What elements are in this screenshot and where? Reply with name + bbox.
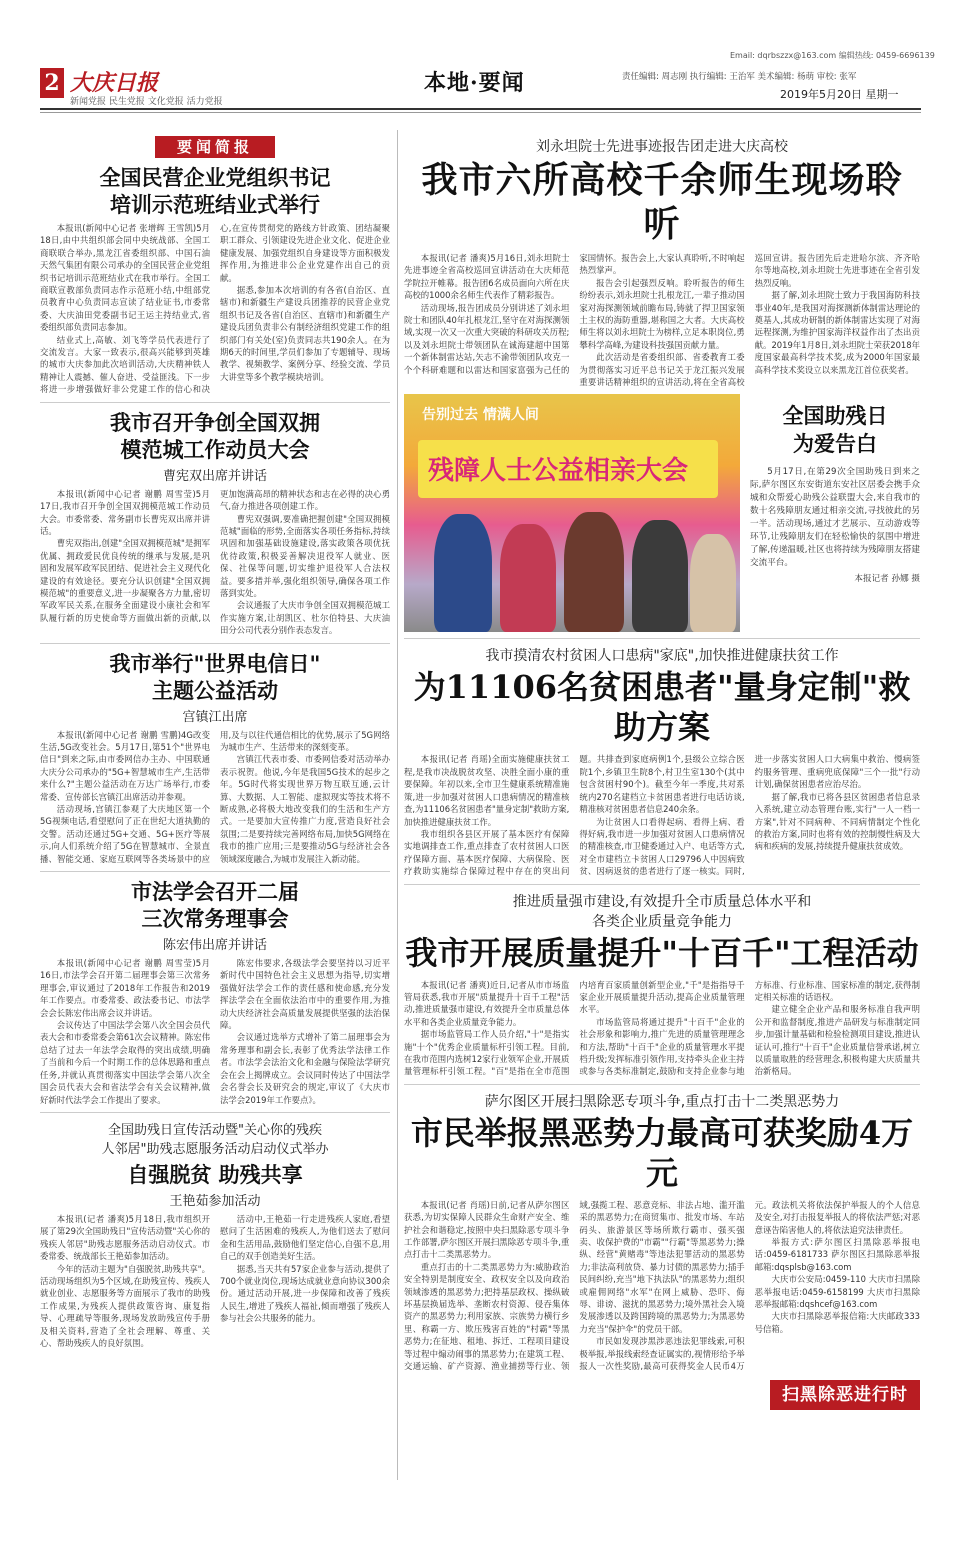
- story-body: 本报讯(记者 肖瑶)全面实施健康扶贫工程,是我市决战脱贫攻坚、决胜全面小康的重要保障。年初以来,全市卫生健康系统精准施策,进一步加强对贫困人口患病情况的精准核查,为11106名贫困患者"量身定制"救助方案,加快推进健康扶贫工作。 我市组织各县区开展了基本医疗有保障实地调排查工作,重点排查了农村贫困人口医疗保障方面、基本医疗保障、大病保险、医疗救助实施综合保障过程中存在的突出问题。共排查到家庭病例1个,县级公立综合医院1个,乡镇卫生院8个,村卫生室130个(其中包含贫困村90个)。截至今年一季度,共对系统内270名建档立卡贫困患者进行电话访谈,精准核对贫困患者信息240余条。 为让贫困人口看得起病、看得上病、看得好病,我市进一步加强对贫困人口患病情况的精准核查,市卫健委通过入户、电话等方式,对全市建档立卡贫困人口29796人中因病致贫、因病返贫的患者进行了逐一核实。同时,进一步落实贫困人口大病集中救治、慢病签约服务管理、重病兜底保障"三个一批"行动计划,确保贫困患者应治尽治。 据了解,我市已将各县区贫困患者信息录入系统,建立动态管理台账,实行"一人一档一方案",针对不同病种、不同病情制定个性化的救治方案,同时也将有效的控制慢性病及大病和疾病的发展,持续提升健康扶贫成效。: [404, 754, 920, 877]
- slogan: 新闻党报 民生党报 文化党报 活力党报: [70, 97, 223, 107]
- story-body: 本报讯(新闻中心记者 谢鹏 周雪莹)5月17日,我市召开争创全国双拥模范城工作动员大会。市委常委、常务副市长曹宪双出席并讲话。 曹宪双指出,创建"全国双拥模范城"是拥军优属、拥政爱民优良传统的继承与发展,是巩固和发展军政军民团结、促进社会主义现代化建设的有效途径。要充分认识创建"全国双拥模范城"的重要意义,进一步凝聚各方力量,密切军政军民关系,在服务全面建设小康社会和军队履行新的历史使命等方面做出新的贡献,以更加饱满高昂的精神状态和志在必得的决心勇气,奋力推进各项创建工作。 曹宪双强调,要准确把握创建"全国双拥模范城"面临的形势,全面落实各项任务指标,持续巩固和加强基础设施建设,落实政策各项优抚优待政策,积极妥善解决退役军人就业、医保、社保等问题,切实维护退役军人合法权益。要多措并举,强化组织领导,确保各项工作落到实处。 会议通报了大庆市争创全国双拥模范城工作实施方案,让胡凯区、杜尔伯特县、大庆油田分公司代表分别作表态发言。: [40, 488, 390, 636]
- story-quality-improvement: [404, 891, 920, 1078]
- masthead-rule: [40, 108, 921, 110]
- column-rule: [397, 130, 398, 1480]
- photo-credit: 本报记者 孙娜 摄: [854, 574, 920, 585]
- newspaper-logo: 大庆日报: [70, 70, 159, 96]
- story-disability-day: [40, 1119, 390, 1349]
- story-headline: 我市开展质量提升"十百千"工程活动: [405, 933, 919, 972]
- issue-date: 2019年5月20日: [780, 88, 862, 101]
- divider: [404, 884, 920, 885]
- editors-line: 责任编辑: 周志刚 执行编辑: 王治军 美术编辑: 杨萌 审校: 张军: [622, 72, 857, 82]
- photo-caption: [750, 394, 920, 632]
- photo-feature: [404, 394, 920, 632]
- caption-title: 全国助残日 为爱告白: [782, 403, 888, 457]
- story-body: 本报讯(记者 肖瑶)日前,记者从萨尔图区获悉,为切实保障人民群众生命财产安全、维护社会和谐稳定,按照中央扫黑除恶专项斗争工作部署,萨尔图区开展扫黑除恶专项斗争,重点打击十二类黑恶势力。 重点打击的十二类黑恶势力为:威胁政治安全特别是制度安全、政权安全以及向政治领域渗透的黑恶势力;把持基层政权、操纵破坏基层换届选举、垄断农村资源、侵吞集体资产的黑恶势力;利用家族、宗族势力横行乡里、称霸一方、欺压残害百姓的"村霸"等黑恶势力;在征地、租地、拆迁、工程项目建设等过程中煽动闹事的黑恶势力;在建筑工程、交通运输、矿产资源、渔业捕捞等行业、领域,强揽工程、恶意竞标、非法占地、滥开滥采的黑恶势力;在商贸集市、批发市场、车站码头、旅游景区等场所欺行霸市、强买强卖、收保护费的"市霸""行霸"等黑恶势力;操纵、经营"黄赌毒"等违法犯罪活动的黑恶势力;非法高利放贷、暴力讨债的黑恶势力;插手民间纠纷,充当"地下执法队"的黑恶势力;组织或雇佣网络"水军"在网上威胁、恐吓、侮辱、诽谤、滋扰的黑恶势力;境外黑社会入境发展渗透以及跨国跨境的黑恶势力;为黑恶势力充当"保护伞"的党员干部。 市民如发现涉黑涉恶违法犯罪线索,可积极举报,举报线索经查证属实的,视情形给予举报人一次性奖励,最高可获得奖金人民币4万元。政法机关将依法保护举报人的个人信息及安全,对打击报复举报人的将依法严惩;对恶意诬告陷害他人的,将依法追究法律责任。 举报方式:萨尔图区扫黑除恶举报电话:0459-6181733 萨尔图区扫黑除恶举报邮箱:dqsplsb@163.com 大庆市公安局:0459-110 大庆市扫黑除恶举报电话:0459-6158199 大庆市扫黑除恶举报邮箱:dqshcef@163.com 大庆市扫黑除恶举报信箱:大庆邮政333号信箱。: [404, 1199, 920, 1372]
- story-headline: 为11106名贫困患者"量身定制"救助方案: [413, 668, 911, 747]
- story-kicker: 推进质量强市建设,有效提升全市质量总体水平和 各类企业质量竞争能力: [512, 893, 812, 930]
- contact-line: [730, 50, 935, 61]
- story-body: 本报讯(新闻中心记者 谢鹏 周雪莹)5月16日,市法学会召开第二届理事会第三次常务理事会,审议通过了2018年工作报告和2019年工作要点。市委常委、政法委书记、市法学会会长陈宏伟出席会议并讲话。 会议传达了中国法学会第八次全国会员代表大会和市委常委会第61次会议精神。陈宏伟总结了过去一年法学会取得的突出成绩,明确了当前和今后一个时期工作的总体思路和重点任务,并就认真贯彻落实中国法学会第八次全国会员代表大会和省法学会有关会议精神,做好新时代法学会工作提出了要求。 陈宏伟要求,各级法学会要坚持以习近平新时代中国特色社会主义思想为指导,切实增强做好法学会工作的责任感和使命感,充分发挥法学会在全面依法治市中的重要作用,为推动大庆经济社会高质量发展提供坚强的法治保障。 会议通过选举方式增补了第二届理事会为常务理事和副会长,表彰了优秀法学法律工作者。市法学会法治文化和金融与保险法学研究会在会上揭牌成立。会议同时传达了中国法学会名誉会长及研究会的规定,审议了《大庆市法学会2019年工作要点》。: [40, 958, 390, 1105]
- person-figure: [564, 512, 624, 632]
- masthead-rule-thin: [40, 112, 921, 113]
- person-figure: [690, 534, 736, 632]
- weekday: 星期一: [865, 88, 899, 101]
- caption-text: 5月17日,在第29次全国助残日到来之际,萨尔图区东安街道东安社区居委会携手众城和众帮爱心助残公益联盟大会,来自我市的数十名残障朋友通过相亲交流,寻找彼此的另一半。活动现场,通过才艺展示、互动游戏等环节,让残障朋友们在轻松愉快的氛围中增进了解,传递温暖,社区也将持续为残障朋友搭建交流平台。: [750, 467, 920, 569]
- story-subhead: 陈宏伟出席并讲话: [162, 938, 267, 954]
- right-column: [404, 130, 920, 1410]
- left-column: [40, 130, 390, 1355]
- story-telecom-day: [40, 650, 390, 865]
- story-kicker: 我市摸清农村贫困人口患病"家底",加快推进健康扶贫工作: [485, 648, 839, 665]
- divider: [404, 638, 920, 639]
- divider: [404, 1084, 920, 1085]
- story-double-support-city: [40, 409, 390, 637]
- divider: [40, 1112, 390, 1113]
- news-photo: [404, 394, 740, 632]
- date-line: [780, 86, 899, 102]
- story-subhead: 宫镇江出席: [182, 709, 248, 725]
- story-anti-gang: [404, 1091, 920, 1411]
- story-headline: 我市六所高校千余师生现场聆听: [421, 159, 903, 245]
- page-number: 2: [40, 68, 64, 98]
- story-body: 本报讯(记者 潘爽)5月18日,我市组织开展了第29次全国助残日"宣传活动暨"关心你的残疾人邻居"助残志愿服务活动启动仪式。市委常委、统战部长王艳茹参加活动。 今年的活动主题为"自强脱贫,助残共享"。活动现场组织为5个区域,在助残宣传、残疾人就业创业、志愿服务等方面展示了我市的助残工作成果,为残疾人提供政策咨询、康复指导、心理疏导等服务,现场发放助残宣传手册及相关资料,营造了全社会理解、尊重、关心、帮助残疾人的良好氛围。 活动中,王艳茹一行走进残疾人家庭,看望慰问了生活困难的残疾人,为他们送去了慰问金和生活用品,鼓励他们坚定信心,自强不息,用自己的双手创造美好生活。 据悉,当天共有57家企业参与活动,提供了700个就业岗位,现场达成就业意向协议300余份。通过活动开展,进一步保障和改善了残疾人民生,增进了残疾人福祉,倾而增强了残疾人参与社会公共服务的能力。: [40, 1213, 390, 1348]
- lead-story-academician-report: [404, 136, 920, 388]
- divider: [40, 402, 390, 403]
- story-headline: 我市举行"世界电信日" 主题公益活动: [109, 650, 321, 703]
- divider: [40, 643, 390, 644]
- hotline: 编辑热线: 0459-6696139: [838, 51, 935, 60]
- email: Email: dqrbszzx@163.com: [730, 51, 837, 60]
- anti-gang-stamp: 扫黑除恶进行时: [770, 1380, 920, 1410]
- story-body: 本报讯(记者 潘爽)5月16日,刘永坦院士先进事迹全省高校巡回宣讲活动在大庆师范学院拉开帷幕。报告团6名成员面向六所在庆高校的1000余名师生代表作了精彩报告。 活动现场,报告团成员分别讲述了刘永坦院士和团队40年扎根龙江,坚守在对海探测领域,实现一次又一次重大突破的科研攻关历程;以及刘永坦院士带领团队在诚海建超中国第一个新体制雷达站,矢志不渝带领团队攻克一个个科研难题和以雷达和国家富强为己任的家国情怀。报告会上,大家认真聆听,不时响起热烈掌声。 报告会引起强烈反响。聆听报告的师生纷纷表示,刘永坦院士扎根龙江,一辈子推动国家对海探测领域前瞻布局,铸就了捍卫国家领土主权的海防重器,堪称国之大者。大庆高校师生将以刘永坦院士为榜样,立足本职岗位,勇攀科学高峰,为建设科技强国贡献力量。 此次活动是省委组织部、省委教育工委为贯彻落实习近平总书记关于龙江振兴发展重要讲话精神组织的宣讲活动,将在全省高校巡回宣讲。报告团先后走进哈尔滨、齐齐哈尔等地高校,刘永坦院士先进事迹在全省引发热烈反响。 据了解,刘永坦院士致力于我国海防科技事业40年,是我国对海探测新体制雷达理论的奠基人,其成功研制的新体制雷达实现了对海远程探测,为维护国家海洋权益作出了杰出贡献。2019年1月8日,刘永坦院士荣获2018年度国家最高科学技术奖,成为2000年国家最高科学技术奖设立以来黑龙江首位获奖者。: [404, 253, 920, 388]
- story-kicker: 刘永坦院士先进事迹报告团走进大庆高校: [536, 139, 788, 155]
- story-subhead: 曹宪双出席并讲话: [162, 468, 267, 484]
- person-figure: [632, 520, 688, 632]
- news-briefs-tag: 要闻简报: [155, 136, 275, 158]
- story-body: 本报讯(记者 潘爽)近日,记者从市市场监管局获悉,我市开展"质量提升十百千工程"活动,推进质量强市建设,有效提升全市质量总体水平和各类企业质量竞争能力。 据市场监管局工作人员介绍,"十"是指实施"十个"优秀企业质量标杆引领工程。目前,在我市范围内选树12家行业领军企业,开展质量管理标杆引领工程。"百"是指在全市范围内培育百家质量创新型企业,"千"是指指导千家企业开展质量提升活动,提高企业质量管理水平。 市场监管局将通过提升"十百千"企业的社会形象和影响力,推广先进的质量管理理念和方法,帮助"十百千"企业的质量管理水平提档升级;发挥标准引领作用,支持牵头企业主持或参与各类标准制定,鼓励和支持企业参与地方标准、行业标准、国家标准的制定,获得制定相关标准的话语权。 建立健全企业产品和服务标准自我声明公开和监督制度,推进产品研发与标准制定同步,加强计量基础和检验检测项目建设,推进认证认可,推行"十百千"企业质量信誉承诺,树立以质量取胜的经营理念,积极构建大庆质量共治新格局。: [404, 979, 920, 1077]
- story-kicker: 全国助残日宣传活动暨"关心你的残疾 人邻居"助残志愿服务活动启动仪式举办: [101, 1122, 329, 1157]
- story-headline: 全国民营企业党组织书记 培训示范班结业式举行: [99, 165, 331, 217]
- story-health-poverty: [404, 645, 920, 877]
- story-headline: 我市召开争创全国双拥 模范城工作动员大会: [110, 409, 320, 462]
- photo-banner-text: 残障人士公益相亲大会: [428, 456, 689, 487]
- person-figure: [500, 524, 556, 632]
- story-headline: 自强脱贫 助残共享: [127, 1161, 303, 1187]
- story-body: 本报讯(新闻中心记者 张增辉 王雪凯)5月18日,由中共组织部会同中央统战部、全国工商联联合举办,黑龙江省委组织部、中国石油天然气集团有限公司承办的全国民营企业党组织书记培训示范班结业式在我市举行。全国工商联宣教部负责同志作示范班小结,中组部党员教育中心负责同志宣读了结业证书,市委常委、大庆油田党委副书记王运主持结业式,省委组织部负责同志参加。 结业式上,高敏、刘飞等学员代表进行了交流发言。大家一致表示,很高兴能够到英雄的城市大庆参加此次培训活动,大庆精神铁人精神让人震撼、催人奋进、受益匪浅。下一步将进一步增强做好非公党建工作的信心和决心,在宣传贯彻党的路线方针政策、团结凝聚职工群众、引领建设先进企业文化、促进企业健康发展、加强党组织自身建设等方面积极发挥作用,为推进非公企业党建作出自己的贡献。 据悉,参加本次培训的有各省(自治区、直辖市)和新疆生产建设兵团推荐的民营企业党组织书记及各省(自治区、直辖市)和新疆生产建设兵团负责非公有制经济组织党建工作的组织部门有关处(室)负责同志共190余人。在为期6天的时间里,学员们参加了专题辅导、现场教学、视频教学、案例分享、经验交流、学员大讲堂等多个教学模块培训。: [40, 223, 390, 395]
- story-private-enterprise-training: [40, 164, 390, 396]
- story-headline: 市法学会召开二届 三次常务理事会: [131, 879, 299, 932]
- photo-scene-text: 告别过去 情满人间: [422, 407, 539, 424]
- person-figure: [434, 514, 492, 632]
- story-headline: 市民举报黑恶势力最高可获奖励4万元: [410, 1113, 914, 1192]
- story-law-society: [40, 878, 390, 1106]
- story-subhead: 王艳茹参加活动: [169, 1193, 261, 1209]
- story-body: 本报讯(新闻中心记者 谢鹏 雪鹏)4G改变生活,5G改变社会。5月17日,第51个"世界电信日"到来之际,由市委网信办主办、中国联通大庆分公司承办的"5G+智慧城市生产,生活带来什么?"主题公益活动在万达广场举行,市委常委、宣传部长宫镇江出席活动并参观。 活动现场,宫镇江参观了大庆地区第一个5G视频电话,看望慰问了正在世纪大道执勤的交警。活动还通过5G+交通、5G+医疗等展示,向人们系统介绍了5G在智慧城市、全景直播、智能交通、家庭互联网等各类场景中的应用,及与以往代通信相比的优势,展示了5G网络为城市生产、生活带来的深刻变革。 宫镇江代表市委、市委网信委对活动举办表示祝贺。他说,今年是我国5G技术的起步之年。5G时代将实现世界万物互联互通,云计算、大数据、人工智能、虚拟现实等技术将不断成熟,必将极大地改变我们的生活和生产方式。一是要加大宣传推广力度,营造良好社会氛围;二是要持续完善网络布局,加快5G网络在我市的推广应用;三是要推动5G与经济社会各领域深度融合,为城市发展注入新动能。: [40, 729, 390, 864]
- story-kicker: 萨尔图区开展扫黑除恶专项斗争,重点打击十二类黑恶势力: [484, 1093, 840, 1110]
- section-title: 本地·要闻: [424, 70, 525, 96]
- divider: [40, 871, 390, 872]
